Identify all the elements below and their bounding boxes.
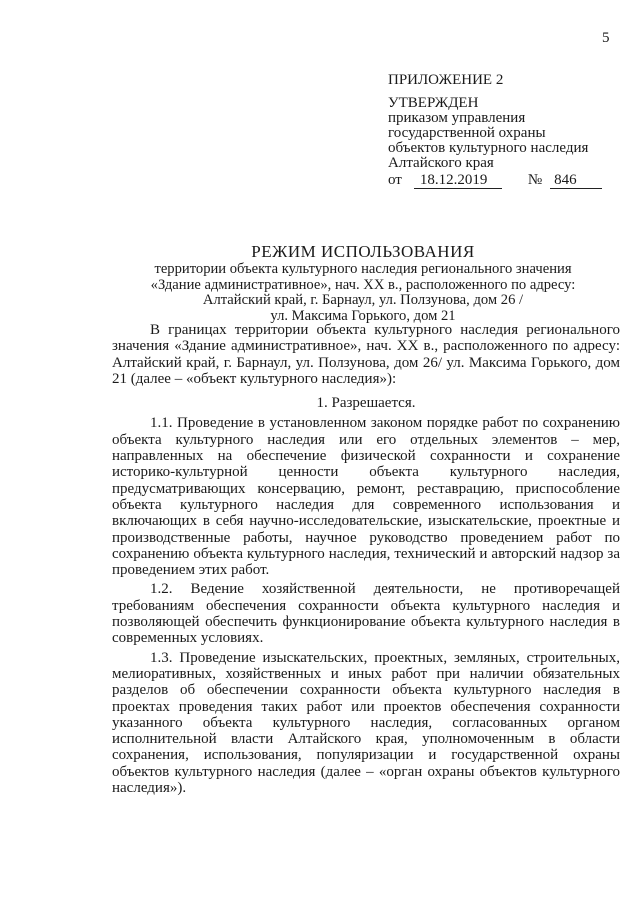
order-number-label: №: [527, 172, 543, 188]
approval-line: приказом управления: [388, 110, 526, 126]
document-body: [112, 322, 620, 796]
title-subline: территории объекта культурного наследия регионального значения: [154, 261, 572, 277]
title-subline: ул. Максима Горького, дом 21: [270, 307, 456, 324]
section-heading: 1. Разрешается.: [316, 395, 416, 412]
page-number: 5: [602, 30, 610, 46]
approval-line: объектов культурного наследия: [388, 140, 589, 156]
appendix-label: ПРИЛОЖЕНИЕ 2: [388, 72, 504, 88]
item-paragraph: 1.3. Проведение изыскательских, проектных, земляных, строительных, мелиоративных, хозяйственных и иных работ при наличии обязательных разделов об обеспечении сохранности объекта культурного наследия в проектах проведения таких работ или проектов обеспечения сохранности указанного объекта культурного наследия, согласованных органом исполнительной власти Алтайского края, уполномоченным в области сохранения, использования, популяризации и государственной охраны объектов культурного наследия (далее – «орган охраны объектов культурного наследия»).: [112, 649, 620, 797]
order-date: 18.12.2019: [414, 173, 502, 189]
approved-label: УТВЕРЖДЕН: [388, 95, 479, 111]
order-number: 846: [550, 173, 602, 189]
approval-line: государственной охраны: [388, 125, 546, 141]
title-subline: Алтайский край, г. Барнаул, ул. Ползунова, дом 26 /: [202, 292, 524, 308]
document-title: РЕЖИМ ИСПОЛЬЗОВАНИЯ: [251, 242, 475, 261]
approval-line: Алтайского края: [388, 155, 494, 171]
date-prefix: от: [388, 172, 402, 188]
order-date-line: [388, 173, 602, 189]
document-title-block: [108, 242, 618, 324]
item-paragraph: 1.2. Ведение хозяйственной деятельности, не противоречащей требованиям обеспечения сохранности объекта культурного наследия и позволяющей обеспечить функционирование объекта культурного наследия в современных условиях.: [112, 581, 620, 647]
item-paragraph: 1.1. Проведение в установленном законом порядке работ по сохранению объекта культурного наследия или его отдельных элементов – мер, направленных на обеспечение физической сохранности и сохранение историко-культурной ценности объекта культурного наследия, предусматривающих консервацию, ремонт, реставрацию, приспособление объекта культурного наследия для современного использования и включающих в себя научно-исследовательские, изыскательские, проектные и производственные работы, научное руководство проведением работ по сохранению объекта культурного наследия, технический и авторский надзор за проведением этих работ.: [112, 415, 620, 579]
title-subline: «Здание административное», нач. XX в., расположенного по адресу:: [150, 276, 576, 293]
approval-block: [388, 73, 602, 189]
intro-paragraph: В границах территории объекта культурного наследия регионального значения «Здание административное», нач. XX в., расположенного по адресу: Алтайский край, г. Барнаул, ул. Ползунова, дом 26/ ул. Максима Горького, дом 21 (далее – «объект культурного наследия»):: [112, 322, 620, 387]
